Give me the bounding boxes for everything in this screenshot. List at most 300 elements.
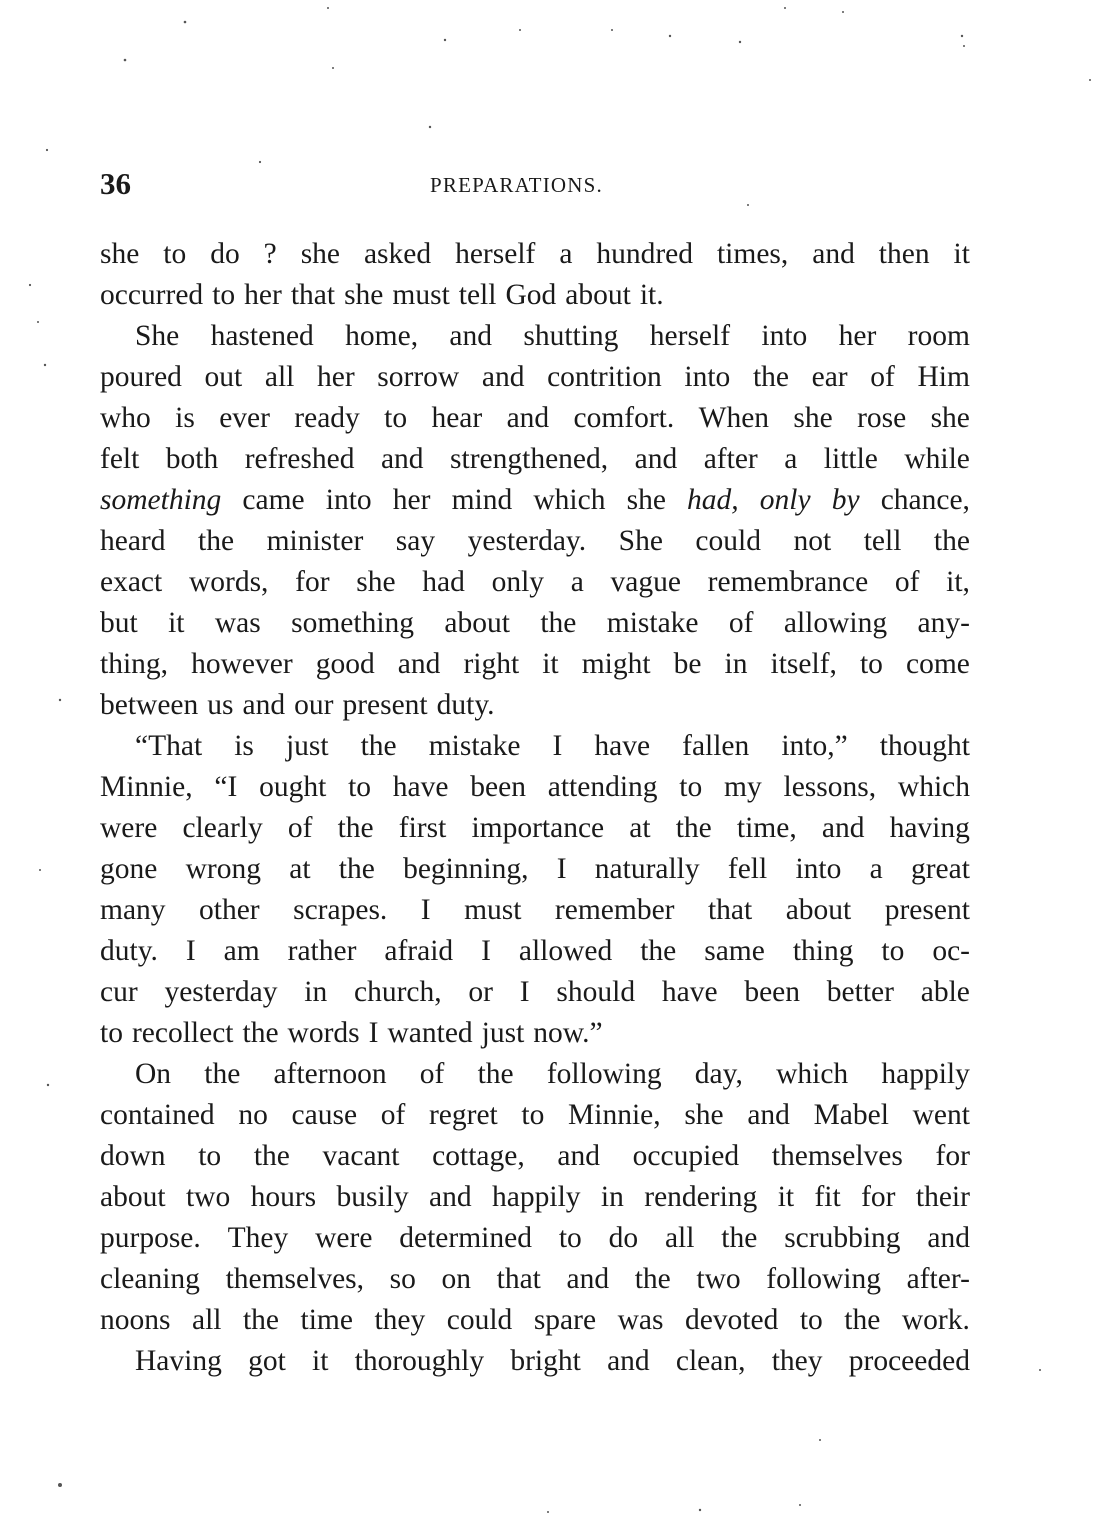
word: good (315, 648, 375, 680)
word: thoroughly (354, 1345, 485, 1377)
word: cause (291, 1099, 358, 1131)
word: it (312, 1345, 329, 1377)
word: the (198, 525, 235, 557)
word: the (640, 935, 677, 967)
word: her (317, 361, 355, 393)
word: just (285, 730, 329, 762)
word: occurred (100, 279, 204, 311)
word: thing (792, 935, 854, 967)
word: time (300, 1304, 353, 1336)
word: something (100, 484, 222, 516)
word: day, (694, 1058, 743, 1090)
word: cottage, (432, 1140, 525, 1172)
word: I (185, 935, 196, 967)
word: Him (917, 361, 970, 393)
word: happily (492, 1181, 581, 1213)
word: have (594, 730, 651, 762)
text-line (100, 1054, 970, 1095)
word: were (100, 812, 158, 844)
word: at (629, 812, 651, 844)
word: any- (917, 607, 970, 639)
text-line (100, 1300, 970, 1341)
word: the (675, 812, 712, 844)
word: was (214, 607, 261, 639)
word: I (481, 935, 491, 967)
word: beginning, (403, 853, 529, 885)
text-line (100, 890, 970, 931)
word: scrubbing (784, 1222, 901, 1254)
word: clearly (182, 812, 263, 844)
word: and (812, 238, 855, 270)
word: work. (901, 1304, 970, 1336)
word: chance, (880, 484, 970, 516)
word: better (826, 976, 894, 1008)
word: refreshed (244, 443, 355, 475)
word: all (191, 1304, 222, 1336)
word: shutting (523, 320, 619, 352)
word: the (752, 361, 789, 393)
word: she (344, 279, 384, 311)
word: who (100, 402, 151, 434)
word: in (600, 1181, 624, 1213)
word: she (356, 566, 396, 598)
word: to (799, 1304, 823, 1336)
word: the (477, 1058, 514, 1090)
word: got (248, 1345, 286, 1377)
word: to (859, 648, 883, 680)
word: and (747, 1099, 790, 1131)
word: been (744, 976, 801, 1008)
word: it (168, 607, 185, 639)
word: purpose. (100, 1222, 201, 1254)
text-line (100, 726, 970, 767)
word: strengthened, (450, 443, 609, 475)
word: ought (259, 771, 327, 803)
text-line (100, 521, 970, 562)
word: about (100, 1181, 166, 1213)
word: fit (814, 1181, 841, 1213)
word: she (684, 1099, 724, 1131)
text-line (100, 316, 970, 357)
word: something (291, 607, 415, 639)
word: the (253, 1140, 290, 1172)
word: wrong (185, 853, 261, 885)
word: afternoon (273, 1058, 387, 1090)
word: could (695, 525, 761, 557)
word: yesterday. (467, 525, 587, 557)
text-line (100, 275, 970, 316)
word: same (704, 935, 765, 967)
word: fallen (682, 730, 750, 762)
word: then (878, 238, 930, 270)
word: thing, (100, 648, 169, 680)
word: say (395, 525, 436, 557)
word: out (204, 361, 243, 393)
word: which (776, 1058, 849, 1090)
word: hundred (596, 238, 694, 270)
word: recollect (131, 1017, 234, 1049)
word: They (227, 1222, 289, 1254)
word: was (617, 1304, 664, 1336)
word: might (581, 648, 651, 680)
page-number: 36 (100, 166, 131, 201)
word: of (870, 361, 895, 393)
text-line (100, 603, 970, 644)
text-line (100, 931, 970, 972)
word: themselves (771, 1140, 903, 1172)
word: great (910, 853, 970, 885)
word: rose (857, 402, 907, 434)
word: been (470, 771, 526, 803)
word: all (264, 361, 295, 393)
word: for (295, 566, 330, 598)
word: afraid (384, 935, 454, 967)
word: Having (135, 1345, 222, 1377)
word: She (135, 320, 180, 352)
word: no (238, 1099, 268, 1131)
text-line (100, 357, 970, 398)
word: into (795, 853, 842, 885)
word: exact (100, 566, 163, 598)
word: mistake (606, 607, 699, 639)
word: “That (135, 730, 203, 762)
word: determined (399, 1222, 532, 1254)
word: vacant (322, 1140, 400, 1172)
word: I (552, 730, 563, 762)
word: must (464, 894, 522, 926)
word: they (771, 1345, 823, 1377)
word: into (761, 320, 808, 352)
word: had (422, 566, 465, 598)
word: which (897, 771, 970, 803)
text-line (100, 1259, 970, 1300)
word: to (881, 935, 905, 967)
word: minister (266, 525, 364, 557)
word: two (185, 1181, 231, 1213)
word: times, (716, 238, 789, 270)
word: importance (471, 812, 605, 844)
word: she (626, 484, 666, 516)
word: and (242, 689, 286, 721)
text-line (100, 234, 970, 275)
word: only (491, 566, 545, 598)
word: duty. (436, 689, 495, 721)
word: have (661, 976, 718, 1008)
word: home, (345, 320, 419, 352)
word: the (337, 812, 374, 844)
word: be (673, 648, 702, 680)
word: of (419, 1058, 445, 1090)
word: should (556, 976, 636, 1008)
word: only (759, 484, 811, 516)
word: and (380, 443, 424, 475)
word: gone (100, 853, 158, 885)
word: their (915, 1181, 970, 1213)
word: but (100, 607, 138, 639)
word: God (505, 279, 557, 311)
text-line (100, 1013, 970, 1054)
word: she (100, 238, 140, 270)
text-line (100, 1341, 970, 1382)
word: thought (879, 730, 970, 762)
word: of (380, 1099, 406, 1131)
word: of (287, 812, 313, 844)
word: and (566, 1263, 610, 1295)
text-line (100, 1095, 970, 1136)
word: the (242, 1304, 280, 1336)
word: not (793, 525, 832, 557)
text-line (100, 1177, 970, 1218)
word: hours (250, 1181, 317, 1213)
word: to (198, 1140, 222, 1172)
word: hastened (210, 320, 314, 352)
word: which (533, 484, 606, 516)
word: a (869, 853, 883, 885)
word: and (429, 1181, 472, 1213)
word: a (559, 238, 573, 270)
word: She (618, 525, 663, 557)
word: and (506, 402, 550, 434)
word: and (397, 648, 441, 680)
word: for (861, 1181, 896, 1213)
word: Minnie, (568, 1099, 661, 1131)
word: right (463, 648, 520, 680)
word: into (325, 484, 372, 516)
word: to (384, 402, 408, 434)
word: the (360, 730, 397, 762)
word: and (607, 1345, 650, 1377)
word: come (905, 648, 970, 680)
word: her (838, 320, 877, 352)
word: vague (610, 566, 681, 598)
word: for (935, 1140, 970, 1172)
word: happily (881, 1058, 970, 1090)
word: oc- (932, 935, 970, 967)
word: to (521, 1099, 545, 1131)
word: contrition (547, 361, 662, 393)
word: both (165, 443, 219, 475)
word: mind (451, 484, 513, 516)
word: ear (811, 361, 848, 393)
word: proceeded (848, 1345, 970, 1377)
word: itself, (770, 648, 837, 680)
word: remembrance (707, 566, 869, 598)
word: in (304, 976, 328, 1008)
word: Mabel (813, 1099, 889, 1131)
word: comfort. (573, 402, 675, 434)
word: room (907, 320, 970, 352)
word: able (920, 976, 970, 1008)
word: now.” (533, 1017, 603, 1049)
text-line (100, 685, 970, 726)
word: of (728, 607, 754, 639)
word: first (398, 812, 447, 844)
word: wanted (387, 1017, 473, 1049)
word: other (199, 894, 260, 926)
word: the (540, 607, 577, 639)
text-line (100, 767, 970, 808)
word: the (338, 853, 375, 885)
word: asked (363, 238, 432, 270)
page-header (100, 166, 970, 210)
word: regret (428, 1099, 498, 1131)
text-line (100, 480, 970, 521)
word: us (207, 689, 234, 721)
word: occupied (632, 1140, 740, 1172)
word: the (634, 1263, 671, 1295)
word: attending (547, 771, 658, 803)
word: the (242, 1017, 279, 1049)
word: ever (219, 402, 270, 434)
word: by (831, 484, 860, 516)
word: a (784, 443, 798, 475)
text-line (100, 808, 970, 849)
word: that (707, 894, 753, 926)
word: to (100, 1017, 123, 1049)
word: about (444, 607, 510, 639)
word: all (664, 1222, 695, 1254)
word: of (894, 566, 920, 598)
word: they (374, 1304, 426, 1336)
word: herself (455, 238, 536, 270)
word: busily (336, 1181, 409, 1213)
text-line (100, 1136, 970, 1177)
word: must (392, 279, 450, 311)
word: poured (100, 361, 182, 393)
word: it (542, 648, 559, 680)
word: that (496, 1263, 541, 1295)
word: on (441, 1263, 472, 1295)
word: is (234, 730, 254, 762)
word: rendering (644, 1181, 758, 1213)
word: many (100, 894, 166, 926)
word: I (420, 894, 431, 926)
word: or (468, 976, 493, 1008)
word: tell (863, 525, 902, 557)
word: down (100, 1140, 166, 1172)
word: to (163, 238, 187, 270)
word: contained (100, 1099, 215, 1131)
word: hear (431, 402, 483, 434)
word: words, (188, 566, 269, 598)
word: a (570, 566, 584, 598)
word: into (684, 361, 731, 393)
word: had, (687, 484, 739, 516)
word: could (446, 1304, 513, 1336)
word: she (300, 238, 341, 270)
word: is (175, 402, 195, 434)
word: and (927, 1222, 970, 1254)
word: naturally (594, 853, 700, 885)
word: devoted (684, 1304, 779, 1336)
word: I (519, 976, 530, 1008)
word: about (565, 279, 631, 311)
word: do (608, 1222, 639, 1254)
word: between (100, 689, 199, 721)
word: spare (533, 1304, 597, 1336)
word: felt (100, 443, 140, 475)
word: allowed (518, 935, 613, 967)
word: Minnie, (100, 771, 193, 803)
word: just (481, 1017, 525, 1049)
word: tell (458, 279, 497, 311)
word: at (289, 853, 311, 885)
word: do (210, 238, 240, 270)
word: bright (510, 1345, 581, 1377)
word: having (889, 812, 970, 844)
word: time, (736, 812, 797, 844)
word: she (793, 402, 833, 434)
text-line (100, 644, 970, 685)
word: it, (946, 566, 970, 598)
word: I (368, 1017, 379, 1049)
word: following (546, 1058, 662, 1090)
word: the (204, 1058, 241, 1090)
word: fell (727, 853, 768, 885)
word: it (777, 1181, 795, 1213)
word: present (884, 894, 970, 926)
word: the (721, 1222, 758, 1254)
word: however (191, 648, 293, 680)
word: following (766, 1263, 881, 1295)
word: allowing (783, 607, 888, 639)
word: present (342, 689, 428, 721)
word: have (392, 771, 449, 803)
word: ? (263, 238, 277, 270)
word: to (679, 771, 703, 803)
text-line (100, 439, 970, 480)
word: remember (554, 894, 675, 926)
word: noons (100, 1304, 171, 1336)
text-line (100, 849, 970, 890)
word: church, (354, 976, 442, 1008)
word: and (821, 812, 865, 844)
word: themselves, (225, 1263, 365, 1295)
word: into,” (781, 730, 848, 762)
word: her (244, 279, 282, 311)
word: went (912, 1099, 970, 1131)
word: two (696, 1263, 741, 1295)
word: little (823, 443, 878, 475)
word: she (930, 402, 970, 434)
word: ready (294, 402, 360, 434)
word: after- (906, 1263, 970, 1295)
word: and (449, 320, 493, 352)
word: and (557, 1140, 600, 1172)
word: mistake (428, 730, 521, 762)
word: cur (100, 976, 138, 1008)
word: cleaning (100, 1263, 200, 1295)
word: our (294, 689, 334, 721)
word: so (389, 1263, 416, 1295)
word: and (481, 361, 525, 393)
word: am (223, 935, 260, 967)
word: the (844, 1304, 881, 1336)
word: my (724, 771, 762, 803)
text-line (100, 972, 970, 1013)
running-head: PREPARATIONS. (430, 173, 603, 197)
text-line (100, 398, 970, 439)
text-line (100, 562, 970, 603)
word: On (135, 1058, 172, 1090)
word: sorrow (377, 361, 460, 393)
word: yesterday (164, 976, 278, 1008)
word: words (287, 1017, 360, 1049)
text-line (100, 1218, 970, 1259)
word: rather (287, 935, 357, 967)
word: were (315, 1222, 373, 1254)
word: scrapes. (293, 894, 388, 926)
